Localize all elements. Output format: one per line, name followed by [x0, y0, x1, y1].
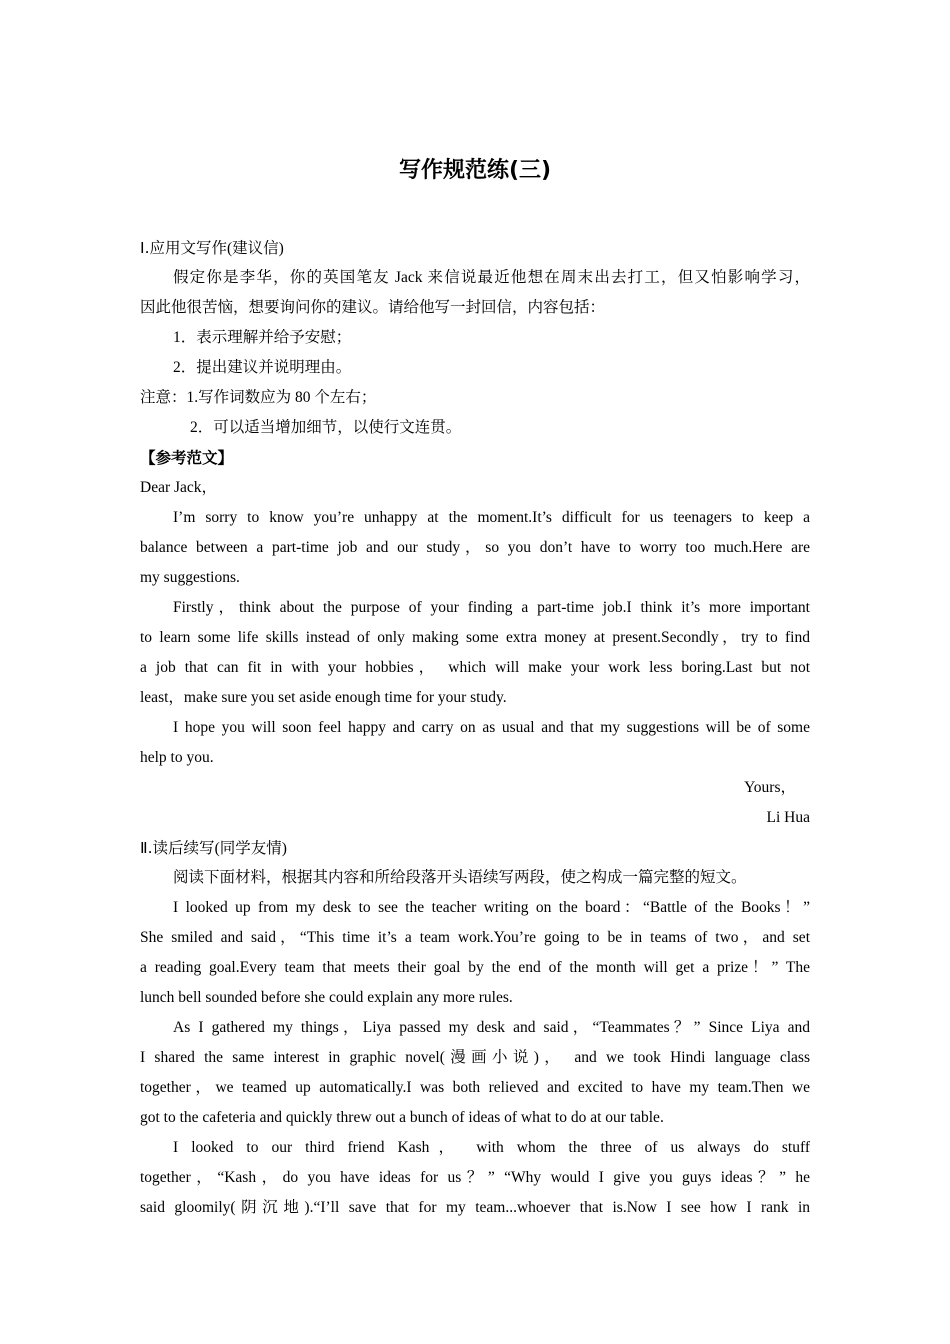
story-line: lunch bell sounded before she could explain any more rules. [140, 989, 513, 1006]
story-line: As I gathered my things，Liya passed my desk and said，“Teammates？” Since Liya and [173, 1019, 810, 1036]
letter-greeting: Dear Jack， [140, 479, 218, 496]
letter-line: my suggestions. [140, 569, 240, 586]
letter-line: I hope you will soon feel happy and carry on as usual and that my suggestions will be of some [173, 719, 810, 736]
section-2-tag: (同学友情) [214, 840, 287, 857]
story-line: I looked up from my desk to see the teacher writing on the board：“Battle of the Books！” [173, 899, 810, 916]
letter-line: a job that can fit in with your hobbies， which will make your work less boring.Last but not [140, 659, 810, 676]
story-line: said gloomily(阴沉地).“I’ll save that for my team...whoever that is.Now I see how I rank in [140, 1199, 810, 1216]
prompt-line: 假定你是李华，你的英国笔友 Jack 来信说最近他想在周末出去打工，但又怕影响学习， [173, 269, 810, 286]
letter-closing: Yours， [744, 779, 796, 796]
section-1-tag: (建议信) [227, 240, 284, 257]
letter-line: to learn some life skills instead of only making some extra money at present.Secondly，try to find [140, 629, 810, 646]
story-line: I shared the same interest in graphic novel(漫画小说)， and we took Hindi language class [140, 1049, 810, 1066]
section-2-instruction: 阅读下面材料，根据其内容和所给段落开头语续写两段，使之构成一篇完整的短文。 [173, 869, 747, 886]
section-2-title: Ⅱ.读后续写 [140, 839, 215, 857]
letter-signature: Li Hua [766, 809, 810, 826]
story-line: I looked to our third friend Kash， with whom the three of us always do stuff [173, 1139, 810, 1156]
story-line: She smiled and said，“This time it’s a team work.You’re going to be in teams of two，and set [140, 929, 810, 946]
prompt-line: 因此他很苦恼，想要询问你的建议。请给他写一封回信，内容包括： [140, 299, 606, 316]
story-line: together，“Kash，do you have ideas for us？” “Why would I give you guys ideas？” he [140, 1169, 810, 1186]
prompt-note: 2．可以适当增加细节，以使行文连贯。 [190, 419, 462, 436]
letter-line: Firstly，think about the purpose of your finding a part-time job.I think it’s more important [173, 599, 810, 616]
prompt-point: 1．表示理解并给予安慰； [173, 329, 352, 346]
sample-label: 【参考范文】 [140, 449, 234, 467]
story-line: got to the cafeteria and quickly threw out a bunch of ideas of what to do at our table. [140, 1109, 664, 1126]
letter-line: least，make sure you set aside enough time for your study. [140, 689, 507, 706]
prompt-note: 注意：1.写作词数应为 80 个左右； [140, 389, 377, 406]
section-2-heading [140, 833, 810, 863]
page-title: 写作规范练(三) [398, 158, 552, 183]
letter-line: help to you. [140, 749, 214, 766]
document-body [140, 233, 810, 1223]
prompt-point: 2．提出建议并说明理由。 [173, 359, 352, 376]
section-1-heading [140, 233, 810, 263]
section-1-title: Ⅰ.应用文写作 [140, 239, 227, 257]
letter-line: balance between a part-time job and our study，so you don’t have to worry too much.Here are [140, 539, 810, 556]
letter-line: I’m sorry to know you’re unhappy at the moment.It’s difficult for us teenagers to keep a [173, 509, 810, 526]
story-line: a reading goal.Every team that meets their goal by the end of the month will get a prize！” The [140, 959, 810, 976]
story-line: together，we teamed up automatically.I was both relieved and excited to have my team.Then we [140, 1079, 810, 1096]
